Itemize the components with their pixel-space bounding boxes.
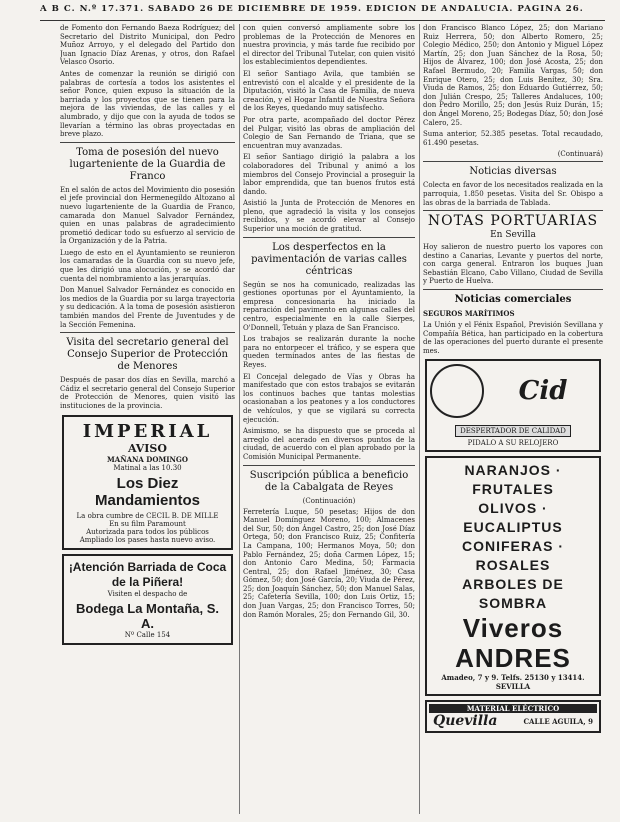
ad-brand: Viveros ANDRES	[455, 613, 571, 674]
article-text: Suma anterior, 52.385 pesetas. Total recaudado, 61.490 pesetas.	[423, 130, 603, 147]
ad-brand: Bodega La Montaña, S. A.	[75, 600, 219, 631]
subheading: En Sevilla	[490, 230, 536, 241]
article-text: El Concejal delegado de Vías y Obras ha manifestado que con estos trabajos se evitarán los continuos baches que tantas molestias ocasionaban a los peatones y a los conductores de vehículos, y que se vigilará su correcta ejecución.	[243, 372, 415, 424]
ad-label: DESPERTADOR DE CALIDAD	[455, 425, 571, 437]
column-divider	[419, 24, 420, 814]
rule	[423, 210, 603, 211]
column-divider	[239, 24, 240, 814]
cid-clock-ad	[425, 359, 601, 452]
column-2	[243, 24, 415, 814]
article-text: Por otra parte, acompañado del doctor Pérez del Pulgar, visitó las obras de ampliación del Colegio de San Fernando de Triana, que se encuentran muy avanzadas.	[243, 115, 415, 150]
ad-line: La obra cumbre de CECIL B. DE MILLE	[76, 511, 219, 520]
headline: Toma de posesión del nuevo lugarteniente de la Guardia de Franco	[69, 146, 226, 182]
ad-line: ARBOLES DE SOMBRA	[462, 576, 564, 612]
headline: Visita del secretario general del Consejo Superior de Protección de Menores	[66, 337, 229, 373]
article-text: Hoy salieron de nuestro puerto los vapores con destino a Canarias, Levante y puertos del norte, con carga general. Entraron los buques Juan Sebastián Elcano, Cabo Villano, Ciudad de Sevilla y Puerto de Huelva.	[423, 243, 603, 286]
headline: Suscripción pública a beneficio de la Cabalgata de Reyes	[249, 469, 409, 493]
ad-brand: Cid	[518, 376, 568, 407]
ad-line: OLIVOS · EUCALIPTUS	[463, 500, 563, 536]
article-text: La Unión y el Fénix Español, Previsión Sevillana y Compañía Bética, han participado en la cobertura de las operaciones del puerto durante el presente mes.	[423, 321, 603, 355]
column-3	[423, 24, 603, 814]
ad-line: MAÑANA DOMINGO	[107, 454, 188, 464]
article-text: En el salón de actos del Movimiento dio posesión el jefe provincial don Hermenegildo Altozano al nuevo lugarteniente de la Guardia de Franco, camarada don Manuel Salvador Fernández, quien en unas palabras de agradecimiento prometió dedicar todo su esfuerzo al servicio de la Organización y de la Patria.	[60, 185, 235, 246]
article-text: Antes de comenzar la reunión se dirigió con palabras de cortesía a todos los asistentes el señor Ponce, quien expuso la situación de la barriada y los proyectos que se tienen para la mejora de las viviendas, de las calles y el alumbrado, y dijo que con la ayuda de todos se llevarían a término las obras proyectadas en breve plazo.	[60, 69, 235, 139]
ad-brand: Quevilla	[433, 713, 498, 730]
ad-line: Ampliado los pases hasta nuevo aviso.	[79, 535, 216, 544]
ad-line: Matinal a las 10.30	[113, 463, 182, 472]
headline: Noticias comerciales	[454, 294, 572, 306]
ad-address: Amadeo, 7 y 9. Telfs. 25130 y 13414.	[441, 673, 585, 683]
ad-line: ¡Atención Barriada de Coca de la Piñera!	[68, 559, 227, 589]
rule	[243, 465, 415, 466]
ad-city: SEVILLA	[495, 682, 531, 692]
article-text: Después de pasar dos días en Sevilla, marchó a Cádiz el secretario general del Consejo Superior de Protección de Menores, quien visitó las instituciones de la provincia.	[60, 376, 235, 410]
rule	[60, 332, 235, 333]
article-text: Asistió la Junta de Protección de Menores en pleno, que agradeció la visita y los consejos recibidos, y se acordó elevar al Consejo Superior una moción de gratitud.	[243, 199, 415, 234]
column-1	[60, 24, 235, 814]
imperial-cinema-ad	[62, 415, 233, 550]
ad-line: CONIFERAS · ROSALES	[462, 538, 564, 574]
ad-line: AVISO	[128, 441, 167, 455]
ad-line: Autorizada para todos los públicos	[86, 527, 209, 536]
article-text: con quien conversó ampliamente sobre los problemas de la Protección de Menores en nuestra provincia, y más tarde fue recibido por el director del Tribunal Tutelar, con quien visitó los establecimientos dependientes.	[243, 24, 415, 67]
page-header: A B C. N.º 17.371. SABADO 26 DE DICIEMBRE DE 1959. EDICION DE ANDALUCIA. PAGINA 26.	[40, 4, 605, 21]
continued-note: (Continuará)	[557, 150, 603, 159]
headline: NOTAS PORTUARIAS	[427, 213, 599, 230]
headline: Noticias diversas	[469, 166, 557, 178]
rule	[60, 142, 235, 143]
article-text: El señor Santiago Avila, que también se entrevistó con el alcalde y el presidente de la Diputación, visitó la Casa de Familia, de nueva creación, y el Hogar Infantil de Nuestra Señora de los Reyes, quedando muy satisfecho.	[243, 69, 415, 113]
rule	[423, 161, 603, 162]
ad-film-title: Los Diez Mandamientos	[94, 474, 200, 509]
rule	[423, 289, 603, 290]
ad-line: NARANJOS · FRUTALES	[464, 462, 562, 498]
ad-note: PIDALO A SU RELOJERO	[467, 439, 559, 448]
ad-line: En su film Paramount	[109, 519, 186, 528]
ad-line: Visiten el despacho de	[107, 589, 188, 598]
article-text: Asimismo, se ha dispuesto que se proceda al arreglo del acerado en diversos puntos de la ciudad, de acuerdo con el plan aprobado por la Comisión Municipal Permanente.	[243, 427, 415, 461]
ad-line: MATERIAL ELÉCTRICO	[429, 704, 597, 713]
article-text: don Francisco Blanco López, 25; don Mariano Ruiz Herrera, 50; don Alberto Romero, 25; Colegio Médico, 250; don Antonio y Miguel López Martín, 25; don Juan Sánchez de la Rosa, 50; Hijos de Álvarez, 100; don José Acosta, 25; don Rafael Bermudo, 20; Familia Vargas, 50; don Enrique Otero, 25; don Luis Benítez, 30; Sra. Viuda de Ramos, 25; don Eduardo Gutiérrez, 50; don Julián Crespo, 25; Talleres Andaluces, 100; don Pedro Morillo, 25; don Jesús Ruiz Durán, 15; don Ángel Moreno, 25; Bodegas Díaz, 50; don José Calero, 25.	[423, 24, 603, 127]
quevilla-ad	[425, 700, 601, 733]
article-text: Ferretería Luque, 50 pesetas; Hijos de don Manuel Domínguez Moreno, 100; Almacenes del Sur, 50; don Ángel Castro, 25; don José Díaz Ortega, 50; don Francisco Ruiz, 25; Confitería La Campana, 100; Hermanos Moya, 50; don Pablo Fernández, 25; doña Carmen López, 15; don Antonio Caro Medina, 50; Farmacia Central, 25; don Rafael Jiménez, 30; Casa Gómez, 50; don José García, 20; Viuda de Pérez, 25; don Joaquín Sánchez, 50; don Manuel Salas, 25; Cafetería Sevilla, 100; don Luis Ortiz, 15; don Juan Vargas, 25; don Francisco Torres, 50; don Ramón Morales, 25; don Fernando Gil, 30.	[243, 507, 415, 619]
article-text: Según se nos ha comunicado, realizadas las gestiones oportunas por el Ayuntamiento, la empresa concesionaria ha iniciado la reparación del pavimento en algunas calles del centro, especialmente en la calle Sierpes, O'Donnell, Tetuán y plaza de San Francisco.	[243, 280, 415, 332]
clock-icon	[430, 364, 484, 418]
viveros-ad	[425, 456, 601, 696]
ad-address: CALLE AGUILA, 9	[523, 716, 593, 726]
headline: Los desperfectos en la pavimentación de varias calles céntricas	[251, 241, 407, 277]
article-text: Colecta en favor de los necesitados realizada en la parroquia, 1.850 pesetas. Visita del Sr. Obispo a las obras de la barriada de Tablada.	[423, 181, 603, 207]
bodega-ad	[62, 554, 233, 645]
article-text: Los trabajos se realizarán durante la noche para no entorpecer el tráfico, y se espera que queden terminados antes de las fiestas de Reyes.	[243, 335, 415, 369]
rule	[243, 237, 415, 238]
subheading: SEGUROS MARÍTIMOS	[423, 309, 515, 319]
article-text: Luego de esto en el Ayuntamiento se reunieron los camaradas de la Guardia con su nuevo jefe, que les dirigió una alocución, y se acordó dar cuenta del nombramiento a las jerarquías.	[60, 248, 235, 283]
ad-line: Nº Calle 154	[124, 630, 171, 639]
ad-brand: IMPERIAL	[82, 420, 213, 442]
article-text: El señor Santiago dirigió la palabra a los colaboradores del Tribunal y animó a los miembros del Consejo Provincial a proseguir la labor emprendida, que tan buenos frutos está dando.	[243, 153, 415, 196]
subheading: (Continuación)	[302, 496, 356, 505]
article-text: de Fomento don Fernando Baeza Rodríguez; del Secretario del Distrito Municipal, don Pedro Muñoz Arroyo, y el delegado del Partido don Juan Ignacio Díaz Arenas, y otros, don Rafael Velasco Osorio.	[60, 24, 235, 67]
article-text: Don Manuel Salvador Fernández es conocido en los medios de la Guardia por su larga trayectoria y su dedicación. A la toma de posesión asistieron también mandos del Frente de Juventudes y de la Sección Femenina.	[60, 286, 235, 329]
